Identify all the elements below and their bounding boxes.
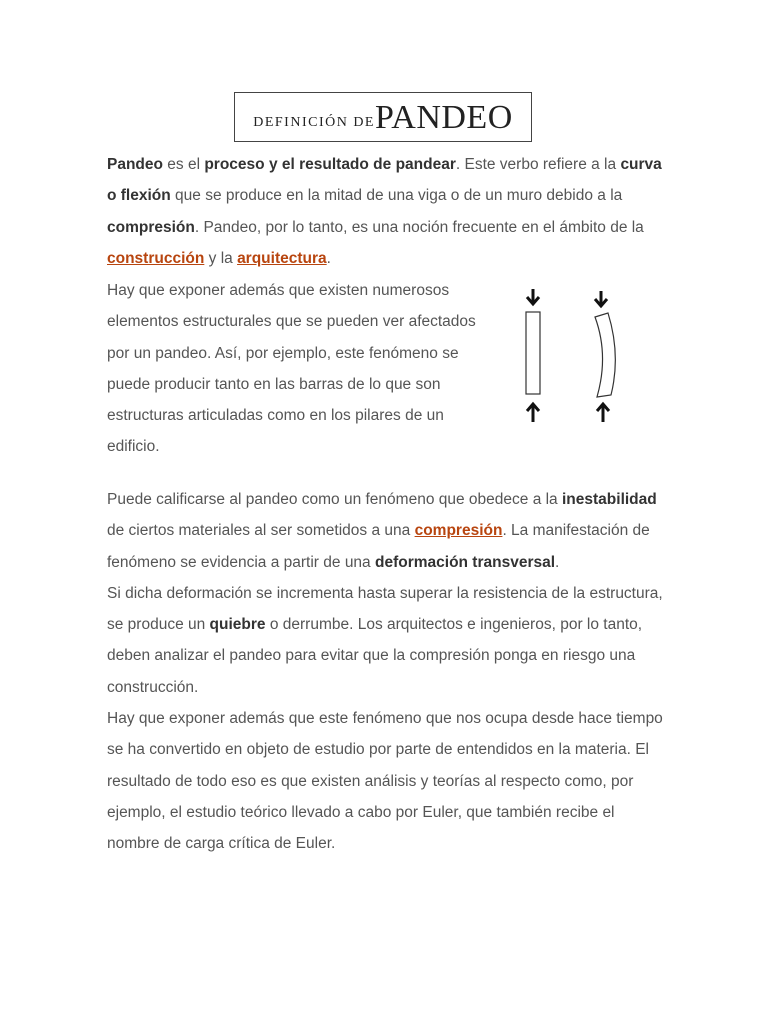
text-run: . Pandeo, por lo tanto, es una noción frecuente en el ámbito de la [194,218,644,236]
up-arrow-icon [597,404,609,422]
bold-text: quiebre [209,616,266,634]
buckling-diagram [508,285,628,430]
text-run: Si dicha deformación se incrementa hasta superar la resistencia de la estructura, se produce un [107,584,663,634]
bold-text: proceso y el resultado de pandear [204,156,456,173]
straight-column-figure [526,289,540,422]
link-arquitectura[interactable]: arquitectura [237,249,327,267]
text-run: o derrumbe. Los arquitectos e ingenieros, por lo tanto, deben analizar el pandeo para evitar que la compresión ponga en riesgo una construcción. [107,616,643,696]
down-arrow-icon [527,289,539,304]
structural-elements-paragraph: Hay que exponer además que existen numerosos elementos estructurales que se pueden ver afectados por un pandeo. Así, por ejemplo, este fenómeno se puede producir tanto en las barras de lo que son estructuras articuladas como en los pilares de un edificio. [107,282,476,456]
title-prefix: DEFINICIÓN DE [253,115,375,130]
buckled-column-figure [595,291,615,422]
down-arrow-icon [595,291,607,306]
title-main: PANDEO [374,99,513,136]
page-title [234,92,532,142]
text-run: Puede calificarse al pandeo como un fenómeno que obedece a la [107,491,562,508]
text-run: . Este verbo refiere a la [455,156,621,173]
bold-text: inestabilidad [562,491,657,508]
link-compresion[interactable]: compresión [414,522,503,540]
intro-paragraph [107,149,667,274]
text-run: . La manifestación de fenómeno se evidencia a partir de una [107,522,650,571]
text-run: . [555,553,560,571]
instability-paragraph [107,484,667,860]
text-run: de ciertos materiales al ser sometidos a una [107,522,415,540]
link-construccion[interactable]: construcción [107,249,205,267]
straight-column [526,312,540,394]
text-run: es el [162,156,205,173]
bold-text: Pandeo [107,156,163,173]
text-run: . [326,249,331,267]
bold-text: curva o flexión [107,156,662,205]
text-run: y la [204,249,238,267]
bold-text: deformación transversal [374,553,556,571]
text-run: Hay que exponer además que este fenómeno que nos ocupa desde hace tiempo se ha convertido en objeto de estudio por parte de entendidos en la materia. El resultado de todo eso es que existen análisis y teorías al respecto como, por ejemplo, el estudio teórico llevado a cabo por Euler, que también recibe el nombre de carga crítica de Euler. [107,710,663,853]
text-run: que se produce en la mitad de una viga o de un muro debido a la [170,187,623,205]
buckled-column [595,313,615,397]
bold-text: compresión [107,218,195,236]
up-arrow-icon [527,404,539,422]
